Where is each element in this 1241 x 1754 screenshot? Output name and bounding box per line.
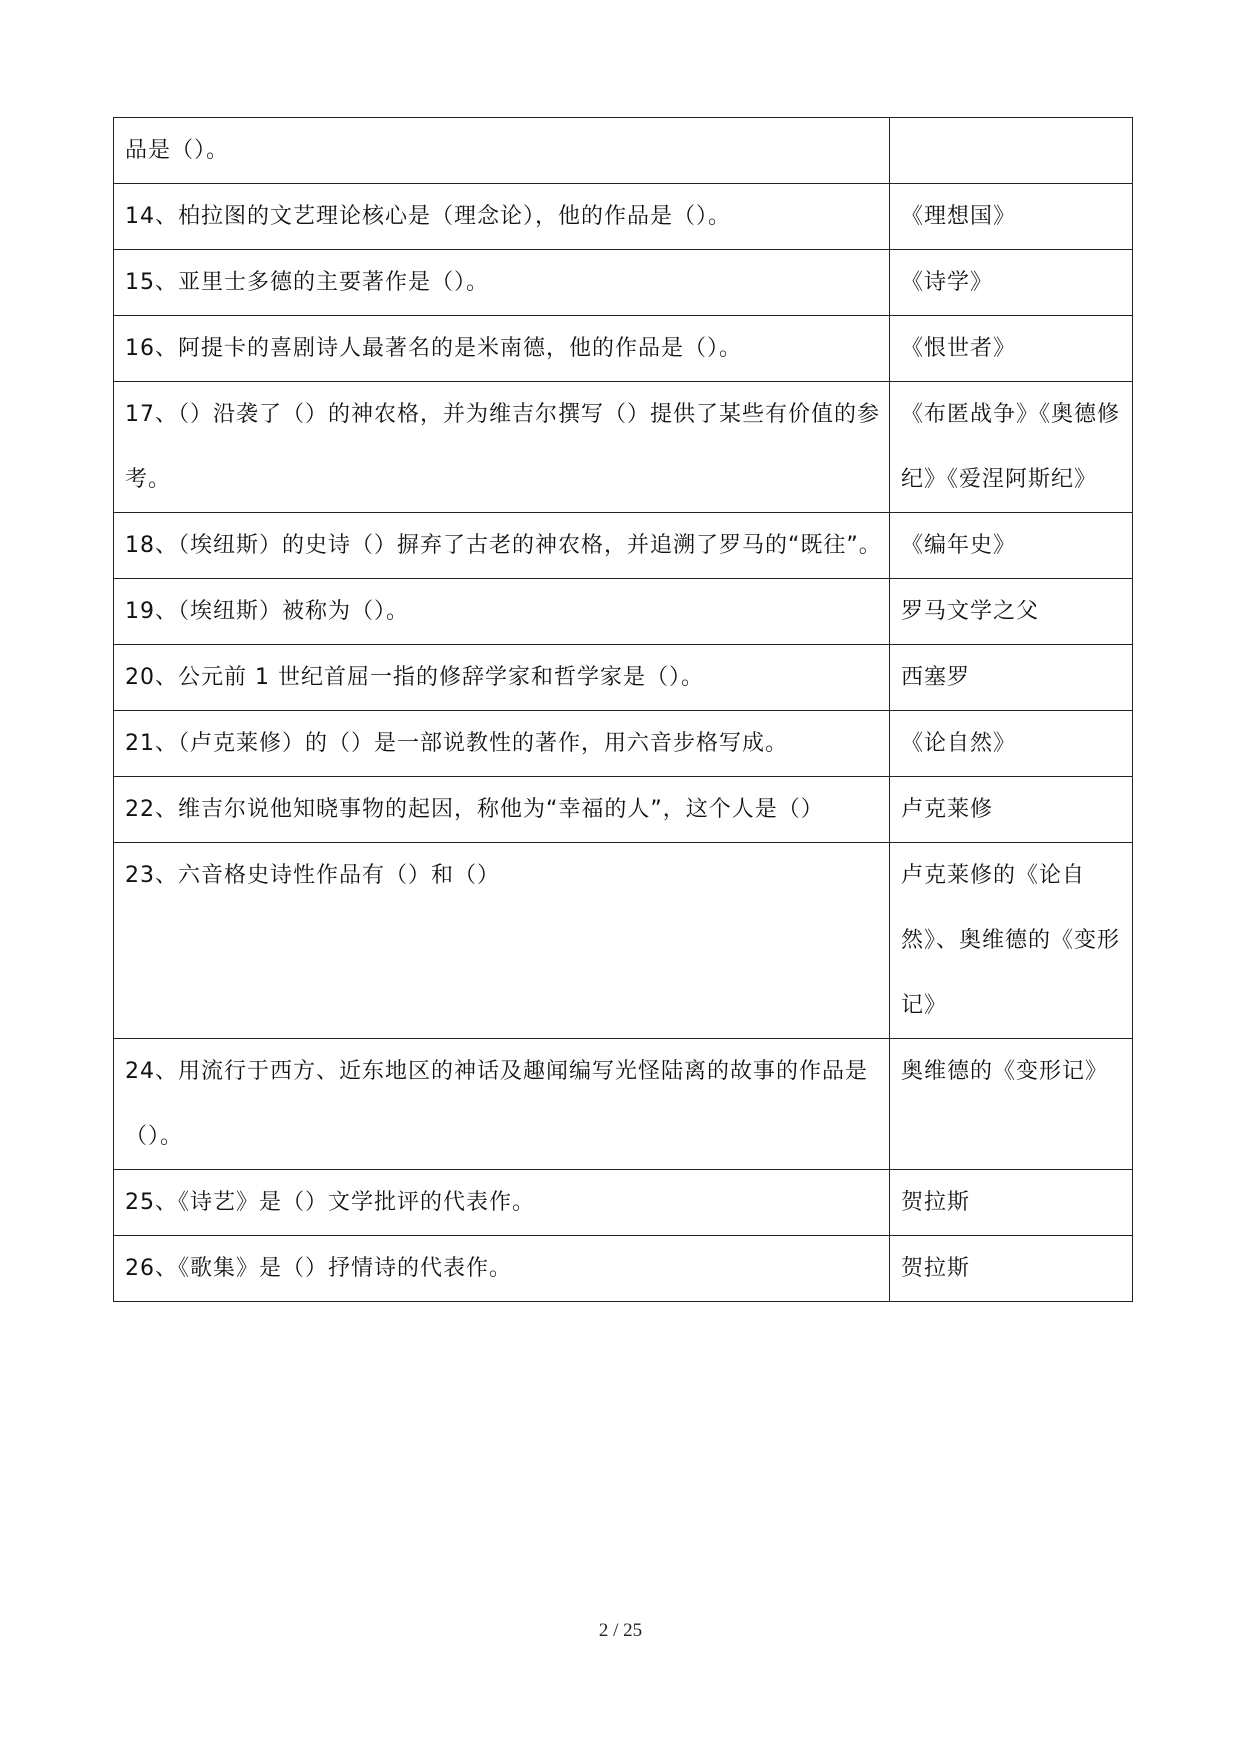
question-cell: 26、《歌集》是（）抒情诗的代表作。 bbox=[114, 1236, 890, 1302]
answer-cell: 罗马文学之父 bbox=[890, 579, 1133, 645]
page-number: 2 / 25 bbox=[598, 1620, 643, 1641]
answer-cell: 奥维德的《变形记》 bbox=[890, 1039, 1133, 1170]
answer-cell: 卢克莱修的《论自然》、奥维德的《变形记》 bbox=[890, 843, 1133, 1039]
answer-cell: 《诗学》 bbox=[890, 250, 1133, 316]
table-row bbox=[114, 1170, 1133, 1236]
answer-cell: 《恨世者》 bbox=[890, 316, 1133, 382]
table-row bbox=[114, 1236, 1133, 1302]
table-row bbox=[114, 579, 1133, 645]
table-row bbox=[114, 184, 1133, 250]
answer-cell: 西塞罗 bbox=[890, 645, 1133, 711]
table-row bbox=[114, 382, 1133, 513]
table-row bbox=[114, 118, 1133, 184]
table-row bbox=[114, 711, 1133, 777]
table-row bbox=[114, 645, 1133, 711]
question-cell: 23、六音格史诗性作品有（）和（） bbox=[114, 843, 890, 1039]
question-cell: 20、公元前 1 世纪首屈一指的修辞学家和哲学家是（）。 bbox=[114, 645, 890, 711]
table-row bbox=[114, 250, 1133, 316]
question-cell: 14、柏拉图的文艺理论核心是（理念论），他的作品是（）。 bbox=[114, 184, 890, 250]
table-row bbox=[114, 777, 1133, 843]
question-cell: 18、（埃纽斯）的史诗（）摒弃了古老的神农格，并追溯了罗马的“既往”。 bbox=[114, 513, 890, 579]
question-cell: 15、亚里士多德的主要著作是（）。 bbox=[114, 250, 890, 316]
qa-table bbox=[113, 117, 1133, 1302]
answer-cell: 《编年史》 bbox=[890, 513, 1133, 579]
question-cell: 16、阿提卡的喜剧诗人最著名的是米南德，他的作品是（）。 bbox=[114, 316, 890, 382]
answer-cell: 《论自然》 bbox=[890, 711, 1133, 777]
question-cell: 22、维吉尔说他知晓事物的起因，称他为“幸福的人”，这个人是（） bbox=[114, 777, 890, 843]
question-cell: 24、用流行于西方、近东地区的神话及趣闻编写光怪陆离的故事的作品是（）。 bbox=[114, 1039, 890, 1170]
question-cell: 19、（埃纽斯）被称为（）。 bbox=[114, 579, 890, 645]
answer-cell: 《理想国》 bbox=[890, 184, 1133, 250]
answer-cell bbox=[890, 118, 1133, 184]
question-cell: 17、（）沿袭了（）的神农格，并为维吉尔撰写（）提供了某些有价值的参考。 bbox=[114, 382, 890, 513]
question-cell: 21、（卢克莱修）的（）是一部说教性的著作，用六音步格写成。 bbox=[114, 711, 890, 777]
table-row bbox=[114, 1039, 1133, 1170]
answer-cell: 贺拉斯 bbox=[890, 1236, 1133, 1302]
answer-cell: 卢克莱修 bbox=[890, 777, 1133, 843]
table-row bbox=[114, 316, 1133, 382]
table-row bbox=[114, 843, 1133, 1039]
question-cell: 25、《诗艺》是（）文学批评的代表作。 bbox=[114, 1170, 890, 1236]
answer-cell: 《布匿战争》《奥德修纪》《爱涅阿斯纪》 bbox=[890, 382, 1133, 513]
table-row bbox=[114, 513, 1133, 579]
question-cell: 品是（）。 bbox=[114, 118, 890, 184]
answer-cell: 贺拉斯 bbox=[890, 1170, 1133, 1236]
